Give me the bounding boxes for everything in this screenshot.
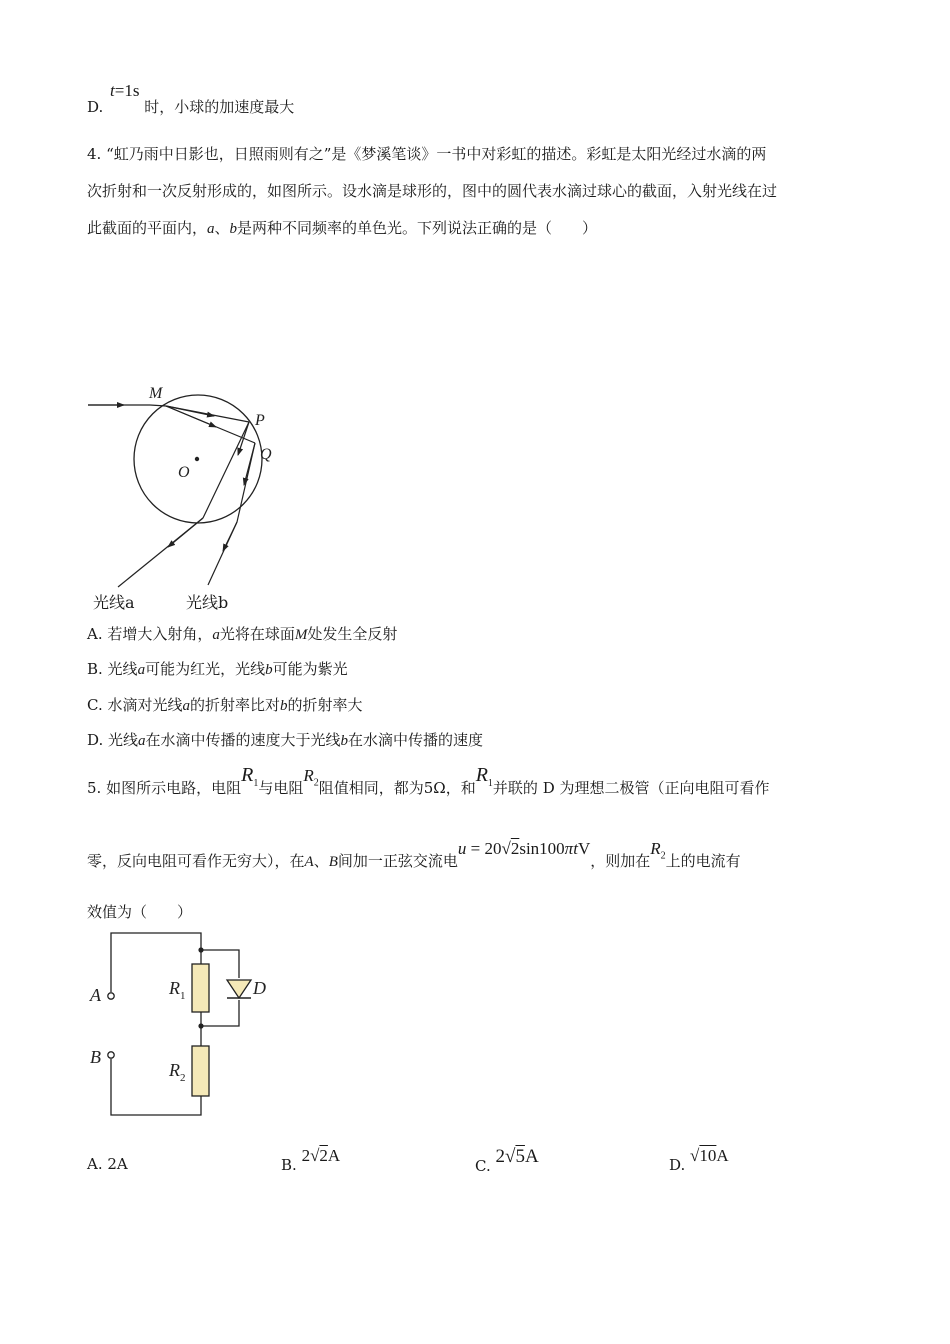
q4-option-b: B. 光线a可能为红光，光线b可能为紫光	[87, 660, 348, 678]
label-o: O	[178, 464, 190, 481]
q3-option-d-math: t=1s	[110, 81, 140, 100]
junction-bottom	[198, 1023, 203, 1028]
q3-option-d-label: D.	[87, 98, 104, 116]
q4-stem-line-1: 4. “虹乃雨中日影也，日照雨则有之”是《梦溪笔谈》一书中对彩虹的描述。彩虹是太阳光经过水滴的两	[87, 145, 767, 163]
ray-m-to-p-arrow	[166, 406, 214, 416]
wire-bottom	[111, 1059, 201, 1115]
label-q: Q	[260, 446, 272, 463]
label-r1: $R_1$	[169, 978, 186, 1002]
q4-option-d: D. 光线a在水滴中传播的速度大于光线b在水滴中传播的速度	[87, 731, 484, 749]
q5-option-b: B. 2√2A	[281, 1146, 341, 1174]
q5-option-d: D. √10A	[669, 1146, 729, 1174]
droplet-center-dot	[195, 457, 199, 461]
q5-circuit-figure	[84, 928, 284, 1123]
label-terminal-a: A	[90, 985, 101, 1005]
diode-d	[227, 980, 251, 998]
ray-m-to-q-arrow	[166, 406, 216, 427]
ray-p-reflected-arrow	[238, 422, 249, 455]
ray-b-exit-arrow	[223, 522, 237, 551]
label-p: P	[255, 412, 265, 429]
q4-option-c: C. 水滴对光线a的折射率比对b的折射率大	[87, 696, 363, 714]
q5-stem-line-2: 零，反向电阻可看作无穷大），在A、B间加一正弦交流电u = 20√2sin100πtV，则加在$R_2$上的电流有	[87, 839, 741, 870]
resistor-r2	[192, 1046, 209, 1096]
junction-top	[198, 947, 203, 952]
q3-option-d-text: 时，小球的加速度最大	[144, 98, 295, 116]
q5-option-a: A. 2A	[87, 1155, 128, 1173]
q5-stem-line-3: 效值为（ ）	[87, 903, 193, 921]
q4-stem-line-2: 次折射和一次反射形成的，如图所示。设水滴是球形的，图中的圆代表水滴过球心的截面，入射光线在过	[87, 182, 778, 200]
q5-option-c: C. 2√5A	[475, 1146, 539, 1175]
wire-top	[111, 933, 201, 992]
label-terminal-b: B	[90, 1047, 101, 1067]
q4-water-droplet-figure	[80, 375, 300, 615]
label-ray-a: 光线a	[93, 593, 135, 612]
q5-voltage-formula: u = 20√2sin100πtV	[457, 839, 591, 858]
label-r2: $R_2$	[169, 1060, 186, 1084]
ray-q-reflected-arrow	[244, 443, 255, 485]
label-m: M	[149, 385, 163, 402]
q4-stem-line-3: 此截面的平面内，a、b是两种不同频率的单色光。下列说法正确的是（ ）	[87, 219, 598, 237]
terminal-b	[108, 1052, 114, 1058]
q3-option-d	[87, 80, 295, 116]
label-diode: D	[253, 978, 266, 998]
terminal-a	[108, 993, 114, 999]
ray-p-reflected	[203, 422, 249, 518]
q5-stem-line-1: 5. 如图所示电路，电阻$R_1$与电阻$R_2$阻值相同，都为5Ω，和$R_1$并联的 D 为理想二极管（正向电阻可看作	[87, 764, 770, 797]
label-ray-b: 光线b	[186, 593, 229, 612]
resistor-r1	[192, 964, 209, 1012]
q4-option-a: A. 若增大入射角，a光将在球面M处发生全反射	[87, 625, 398, 643]
